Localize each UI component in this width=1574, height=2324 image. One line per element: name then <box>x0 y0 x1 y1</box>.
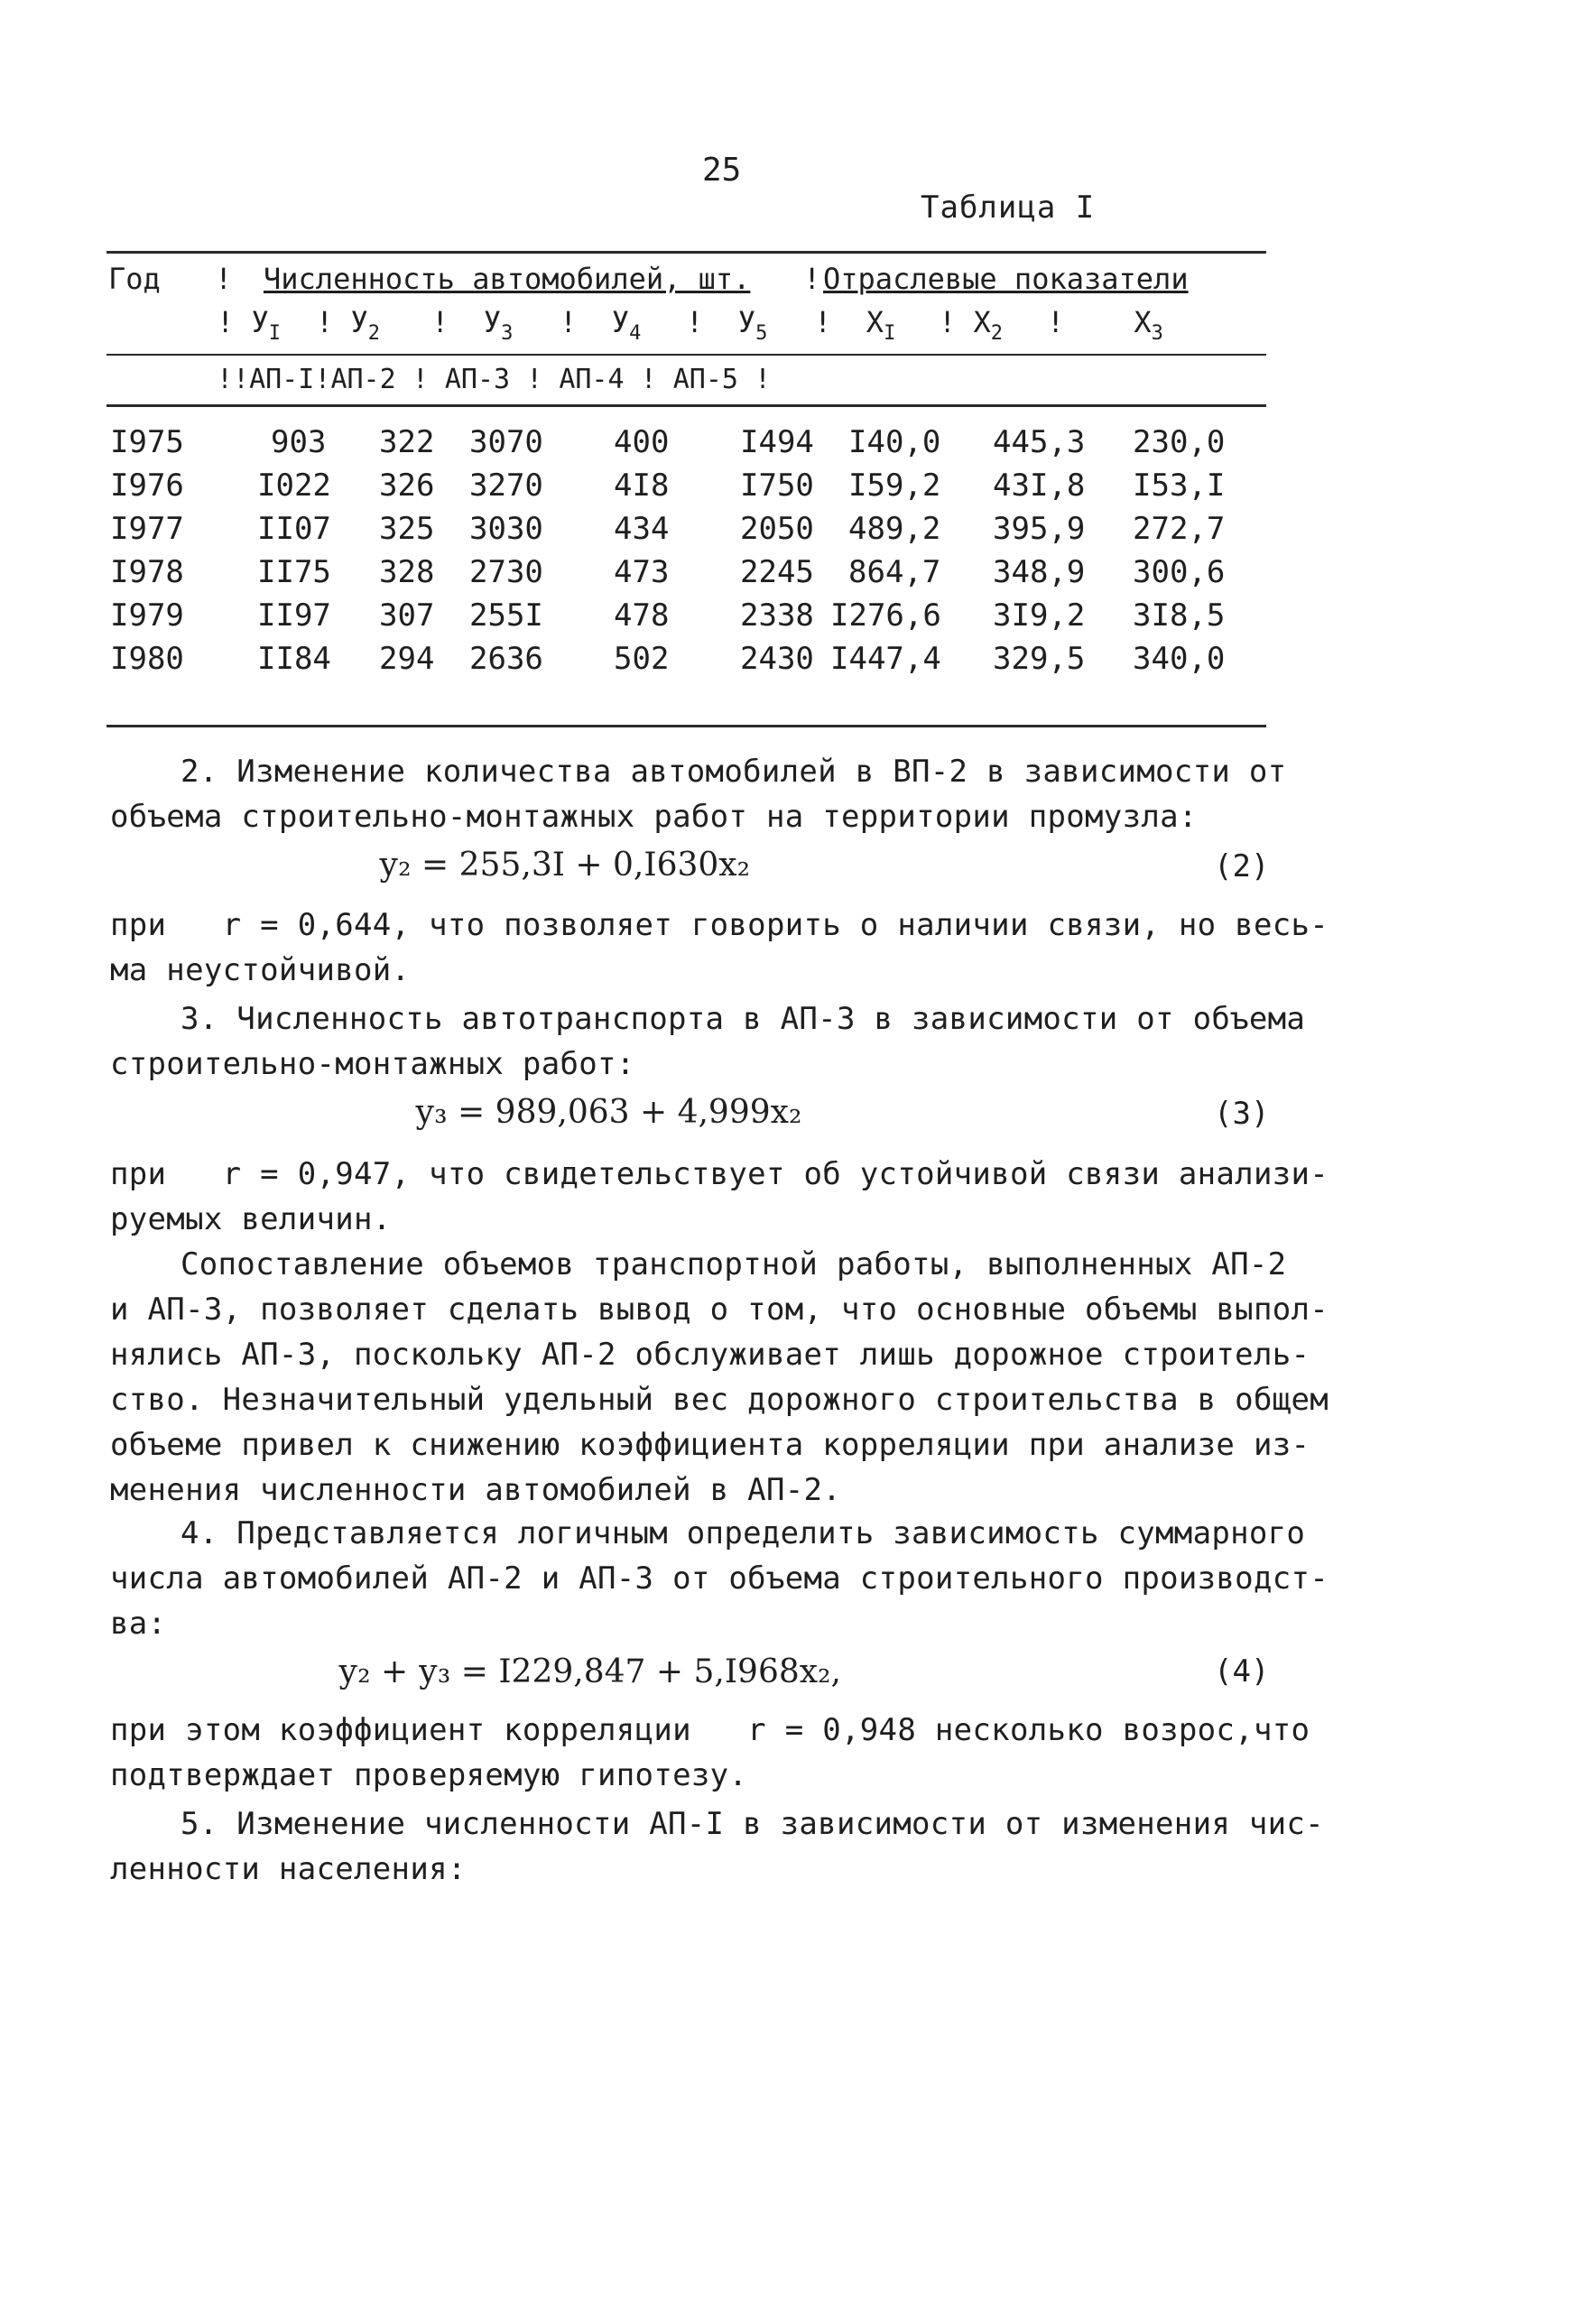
cell-x1: 864,7 <box>848 554 941 590</box>
text-line: строительно-монтажных работ: <box>110 1046 635 1082</box>
unit-ap3: АП-3 <box>444 364 511 395</box>
var-letter: У <box>350 305 368 339</box>
text-line: ва: <box>110 1606 167 1642</box>
cell-y1: II75 <box>257 554 331 590</box>
cell-y5: I494 <box>740 424 814 460</box>
cell-y2: 307 <box>379 597 435 634</box>
cell-x2: 395,9 <box>993 511 1086 547</box>
header-var-y3: ! $У_3$ <box>431 305 514 345</box>
table-label: Таблица I <box>921 190 1096 226</box>
var-sub: I <box>884 322 896 345</box>
header-group-car-count: Численность автомобилей, шт. <box>264 262 751 296</box>
header-units: !!АП-I!АП-2 ! АП-3 ! АП-4 ! АП-5 ! <box>217 364 772 395</box>
var-letter: Х <box>866 305 884 339</box>
text-line: ленности населения: <box>110 1851 467 1887</box>
cell-y4: 434 <box>614 511 670 547</box>
cell-y5: 2338 <box>740 597 814 634</box>
cell-x2: 329,5 <box>993 641 1086 677</box>
cell-y2: 328 <box>379 554 435 590</box>
cell-y2: 294 <box>379 641 435 677</box>
cell-x3: 230,0 <box>1133 424 1226 460</box>
cell-y3: 255I <box>469 597 543 634</box>
cell-x3: 3I8,5 <box>1133 597 1226 634</box>
cell-y4: 4I8 <box>614 468 670 504</box>
text-line: 3. Численность автотранспорта в АП-3 в зависимости от объема <box>181 1001 1306 1037</box>
page-number: 25 <box>702 152 742 189</box>
text-line: 5. Изменение численности АП-I в зависимости от изменения чис- <box>181 1806 1324 1842</box>
header-var-x3: ! $Х_3$ <box>1047 305 1163 345</box>
paragraph-4-continued <box>110 1708 1310 1798</box>
cell-year: I975 <box>110 424 184 460</box>
cell-y5: I750 <box>740 468 814 504</box>
paragraph-2 <box>110 749 1287 839</box>
var-letter: У <box>251 305 269 339</box>
cell-x1: I447,4 <box>830 641 941 677</box>
cell-y1: II07 <box>257 511 331 547</box>
cell-y4: 473 <box>614 554 670 590</box>
unit-ap1: АП-I <box>249 364 315 395</box>
header-separator: ! <box>803 262 821 296</box>
cell-y5: 2050 <box>740 511 814 547</box>
cell-x3: I53,I <box>1133 468 1226 504</box>
cell-y3: 2636 <box>469 641 543 677</box>
cell-y3: 3270 <box>469 468 543 504</box>
text-line: ма неустойчивой. <box>110 952 411 988</box>
cell-x2: 445,3 <box>993 424 1086 460</box>
paragraph-2-continued <box>110 903 1329 993</box>
text-line: при r = 0,947, что свидетельствует об устойчивой связи анализи- <box>110 1156 1329 1192</box>
header-var-y1: ! $У_I$ <box>217 305 282 345</box>
var-sub: 2 <box>990 322 1004 345</box>
formula-2-number: (2) <box>1214 848 1270 884</box>
var-sub: 5 <box>755 322 768 345</box>
header-var-x1: ! $Х_I$ <box>814 305 896 345</box>
table-top-rule <box>106 251 1266 254</box>
header-year: Год <box>108 262 161 296</box>
formula-3-number: (3) <box>1214 1096 1270 1132</box>
cell-y3: 2730 <box>469 554 543 590</box>
paragraph-3-continued <box>110 1152 1329 1242</box>
unit-ap5: АП-5 <box>672 364 738 395</box>
cell-x3: 300,6 <box>1133 554 1226 590</box>
unit-ap2: АП-2 <box>330 364 396 395</box>
var-sub: 3 <box>501 322 514 345</box>
formula-2: у₂ = 255,3I + 0,I630x₂ <box>379 847 751 884</box>
text-line: объема строительно-монтажных работ на территории промузла: <box>110 799 1198 835</box>
cell-y1: II97 <box>257 597 331 634</box>
text-line: Сопоставление объемов транспортной работы, выполненных АП-2 <box>181 1246 1287 1282</box>
cell-y3: 3030 <box>469 511 543 547</box>
formula-4-number: (4) <box>1214 1653 1270 1690</box>
text-line: подтверждает проверяемую гипотезу. <box>110 1757 748 1793</box>
cell-x2: 43I,8 <box>993 468 1086 504</box>
cell-year: I978 <box>110 554 184 590</box>
var-sub: 3 <box>1151 322 1163 345</box>
header-group-indicators: Отраслевые показатели <box>823 262 1189 296</box>
text-line: числа автомобилей АП-2 и АП-3 от объема строительного производст- <box>110 1560 1329 1597</box>
var-letter: Х <box>1134 305 1152 339</box>
var-letter: У <box>611 305 630 339</box>
table-header-rule <box>106 354 1266 356</box>
text-line: руемых величин. <box>110 1201 392 1237</box>
text-line: менения численности автомобилей в АП-2. <box>110 1472 842 1508</box>
cell-x3: 272,7 <box>1133 511 1226 547</box>
cell-year: I976 <box>110 468 184 504</box>
cell-y1: 903 <box>271 424 327 460</box>
text-line: при r = 0,644, что позволяет говорить о наличии связи, но весь- <box>110 907 1329 943</box>
cell-x2: 3I9,2 <box>993 597 1086 634</box>
formula-4: у₂ + у₃ = I229,847 + 5,I968x₂, <box>338 1653 841 1690</box>
cell-year: I980 <box>110 641 184 677</box>
cell-y5: 2245 <box>740 554 814 590</box>
cell-year: I977 <box>110 511 184 547</box>
cell-year: I979 <box>110 597 184 634</box>
cell-x1: I276,6 <box>830 597 941 634</box>
cell-x3: 340,0 <box>1133 641 1226 677</box>
table-bottom-rule <box>106 725 1266 727</box>
text-line: и АП-3, позволяет сделать вывод о том, что основные объемы выпол- <box>110 1292 1329 1328</box>
paragraph-4 <box>110 1511 1329 1646</box>
var-sub: I <box>268 322 282 345</box>
cell-y1: I022 <box>257 468 331 504</box>
formula-3: у₃ = 989,063 + 4,999x₂ <box>415 1094 802 1131</box>
text-line: при этом коэффициент корреляции r = 0,948 несколько возрос,что <box>110 1712 1310 1748</box>
var-letter: У <box>483 305 502 339</box>
var-letter: Х <box>973 305 991 339</box>
text-line: объеме привел к снижению коэффициента корреляции при анализе из- <box>110 1427 1310 1463</box>
cell-y1: II84 <box>257 641 331 677</box>
cell-y4: 400 <box>614 424 670 460</box>
cell-y4: 478 <box>614 597 670 634</box>
cell-y4: 502 <box>614 641 670 677</box>
var-sub: 4 <box>629 322 642 345</box>
cell-x1: I59,2 <box>848 468 941 504</box>
cell-x1: I40,0 <box>848 424 941 460</box>
cell-y3: 3070 <box>469 424 543 460</box>
paragraph-comparison <box>110 1242 1329 1513</box>
text-line: ство. Незначительный удельный вес дорожного строительства в общем <box>110 1382 1329 1418</box>
header-separator: ! <box>215 262 233 296</box>
cell-y2: 322 <box>379 424 435 460</box>
paragraph-3 <box>110 996 1306 1087</box>
text-line: нялись АП-3, поскольку АП-2 обслуживает лишь дорожное строитель- <box>110 1337 1310 1373</box>
var-letter: У <box>737 305 756 339</box>
cell-x1: 489,2 <box>848 511 941 547</box>
unit-ap4: АП-4 <box>559 364 625 395</box>
text-line: 4. Представляется логичным определить зависимость суммарного <box>181 1515 1306 1551</box>
cell-y2: 326 <box>379 468 435 504</box>
table-header-bottom-rule <box>106 404 1266 407</box>
var-sub: 2 <box>367 322 381 345</box>
header-var-y2: ! $У_2$ <box>316 305 381 345</box>
paragraph-5 <box>110 1801 1324 1892</box>
cell-x2: 348,9 <box>993 554 1086 590</box>
text-line: 2. Изменение количества автомобилей в ВП-2 в зависимости от <box>181 754 1287 790</box>
cell-y5: 2430 <box>740 641 814 677</box>
header-var-y5: ! $У_5$ <box>686 305 768 345</box>
header-var-x2: ! $Х_2$ <box>939 305 1004 345</box>
header-var-y4: ! $У_4$ <box>560 305 642 345</box>
cell-y2: 325 <box>379 511 435 547</box>
